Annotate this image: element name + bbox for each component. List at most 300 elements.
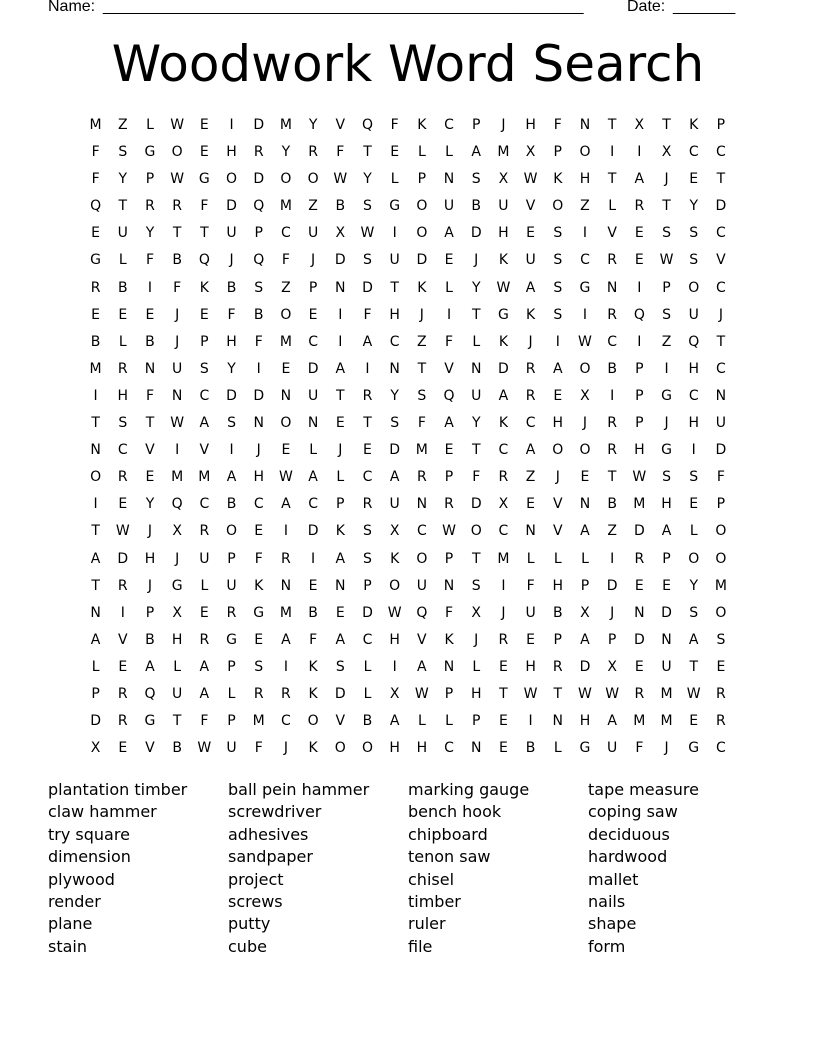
grid-cell[interactable]: J: [582, 415, 588, 432]
grid-cell[interactable]: K: [689, 117, 699, 133]
grid-cell[interactable]: F: [254, 333, 263, 350]
grid-cell[interactable]: Y: [390, 387, 399, 404]
grid-cell[interactable]: D: [253, 117, 265, 133]
grid-cell[interactable]: N: [525, 523, 536, 540]
grid-cell[interactable]: D: [498, 360, 509, 377]
grid-cell[interactable]: Y: [689, 198, 698, 215]
grid-cell[interactable]: H: [525, 117, 536, 133]
grid-cell[interactable]: G: [144, 144, 156, 161]
grid-cell[interactable]: T: [172, 713, 182, 730]
grid-cell[interactable]: N: [579, 117, 591, 133]
grid-cell[interactable]: M: [633, 496, 646, 513]
grid-cell[interactable]: F: [145, 252, 154, 269]
grid-cell[interactable]: V: [607, 225, 617, 242]
grid-cell[interactable]: P: [635, 415, 644, 432]
grid-cell[interactable]: H: [389, 306, 400, 323]
grid-cell[interactable]: O: [361, 740, 373, 757]
grid-cell[interactable]: M: [714, 577, 727, 594]
grid-cell[interactable]: R: [117, 577, 128, 594]
grid-cell[interactable]: I: [365, 360, 370, 377]
grid-cell[interactable]: O: [280, 306, 292, 323]
grid-cell[interactable]: P: [471, 117, 481, 133]
grid-cell[interactable]: P: [227, 550, 236, 567]
grid-cell[interactable]: S: [118, 144, 128, 161]
grid-cell[interactable]: E: [118, 496, 128, 513]
grid-cell[interactable]: G: [661, 387, 672, 404]
grid-cell[interactable]: V: [525, 198, 536, 215]
grid-cell[interactable]: U: [498, 198, 509, 215]
grid-cell[interactable]: E: [118, 740, 128, 757]
grid-cell[interactable]: A: [199, 685, 210, 702]
grid-cell[interactable]: A: [417, 658, 427, 675]
grid-cell[interactable]: P: [336, 496, 345, 513]
grid-cell[interactable]: E: [662, 577, 671, 594]
grid-cell[interactable]: N: [606, 279, 618, 296]
grid-cell[interactable]: B: [117, 279, 128, 296]
grid-cell[interactable]: N: [579, 496, 591, 513]
grid-cell[interactable]: H: [171, 631, 183, 648]
grid-cell[interactable]: J: [175, 306, 180, 323]
grid-cell[interactable]: O: [280, 171, 292, 188]
grid-cell[interactable]: U: [172, 685, 183, 702]
grid-cell[interactable]: G: [579, 740, 591, 757]
grid-cell[interactable]: A: [145, 658, 155, 675]
grid-cell[interactable]: A: [444, 225, 454, 242]
grid-cell[interactable]: U: [226, 577, 237, 594]
grid-cell[interactable]: A: [552, 360, 563, 377]
grid-cell[interactable]: A: [335, 550, 346, 567]
grid-cell[interactable]: N: [443, 171, 455, 188]
grid-cell[interactable]: T: [172, 225, 182, 242]
grid-cell[interactable]: O: [416, 198, 428, 215]
grid-cell[interactable]: O: [688, 550, 700, 567]
grid-cell[interactable]: E: [634, 225, 644, 242]
grid-cell[interactable]: P: [145, 604, 155, 621]
grid-cell[interactable]: E: [526, 631, 536, 648]
grid-cell[interactable]: K: [553, 171, 563, 188]
grid-cell[interactable]: R: [90, 279, 101, 296]
grid-cell[interactable]: V: [552, 496, 563, 513]
grid-cell[interactable]: W: [605, 685, 620, 702]
grid-cell[interactable]: C: [308, 333, 318, 350]
grid-cell[interactable]: F: [526, 577, 535, 594]
grid-cell[interactable]: P: [227, 658, 236, 675]
grid-cell[interactable]: E: [145, 306, 155, 323]
grid-cell[interactable]: I: [120, 604, 125, 621]
grid-cell[interactable]: I: [283, 658, 288, 675]
grid-cell[interactable]: T: [662, 198, 671, 215]
grid-cell[interactable]: I: [555, 333, 560, 350]
grid-cell[interactable]: S: [390, 415, 400, 432]
grid-cell[interactable]: W: [115, 523, 130, 540]
grid-cell[interactable]: A: [498, 387, 509, 404]
grid-cell[interactable]: J: [175, 550, 180, 567]
grid-cell[interactable]: M: [198, 469, 211, 486]
grid-cell[interactable]: O: [715, 550, 727, 567]
grid-cell[interactable]: H: [416, 740, 428, 757]
grid-cell[interactable]: A: [389, 469, 400, 486]
grid-cell[interactable]: L: [553, 740, 562, 757]
grid-cell[interactable]: B: [607, 360, 617, 377]
grid-cell[interactable]: R: [416, 469, 427, 486]
grid-cell[interactable]: U: [172, 360, 183, 377]
grid-cell[interactable]: K: [335, 523, 345, 540]
grid-cell[interactable]: B: [172, 252, 182, 269]
grid-cell[interactable]: V: [145, 442, 155, 459]
grid-cell[interactable]: E: [716, 658, 726, 675]
grid-cell[interactable]: G: [171, 577, 183, 594]
grid-cell[interactable]: B: [226, 279, 237, 296]
grid-cell[interactable]: C: [688, 144, 699, 161]
grid-cell[interactable]: R: [607, 252, 618, 269]
grid-cell[interactable]: X: [580, 604, 590, 621]
grid-cell[interactable]: T: [145, 415, 155, 432]
grid-cell[interactable]: F: [336, 144, 345, 161]
grid-cell[interactable]: I: [610, 144, 615, 161]
grid-cell[interactable]: Q: [90, 198, 102, 215]
grid-cell[interactable]: E: [580, 469, 590, 486]
grid-cell[interactable]: T: [417, 360, 427, 377]
grid-cell[interactable]: S: [471, 577, 481, 594]
grid-cell[interactable]: T: [471, 306, 481, 323]
grid-cell[interactable]: R: [498, 631, 509, 648]
grid-cell[interactable]: T: [363, 144, 372, 161]
grid-cell[interactable]: Q: [253, 198, 265, 215]
grid-cell[interactable]: O: [171, 144, 183, 161]
grid-cell[interactable]: F: [227, 306, 236, 323]
grid-cell[interactable]: Z: [525, 469, 536, 486]
grid-cell[interactable]: C: [688, 387, 699, 404]
grid-cell[interactable]: E: [91, 306, 101, 323]
grid-cell[interactable]: D: [90, 713, 101, 730]
grid-cell[interactable]: M: [252, 713, 265, 730]
grid-cell[interactable]: L: [417, 713, 426, 730]
grid-cell[interactable]: R: [253, 685, 264, 702]
grid-cell[interactable]: A: [444, 415, 454, 432]
grid-cell[interactable]: P: [444, 469, 454, 486]
grid-cell[interactable]: H: [525, 658, 536, 675]
grid-cell[interactable]: R: [607, 415, 618, 432]
grid-cell[interactable]: H: [226, 333, 237, 350]
grid-cell[interactable]: X: [172, 523, 182, 540]
grid-cell[interactable]: V: [199, 442, 210, 459]
grid-cell[interactable]: J: [718, 306, 723, 323]
grid-cell[interactable]: P: [607, 631, 617, 648]
grid-cell[interactable]: W: [197, 740, 212, 757]
grid-cell[interactable]: E: [634, 658, 644, 675]
grid-cell[interactable]: U: [443, 198, 455, 215]
grid-cell[interactable]: L: [336, 469, 345, 486]
grid-cell[interactable]: E: [526, 496, 536, 513]
grid-cell[interactable]: B: [335, 198, 346, 215]
grid-cell[interactable]: G: [198, 171, 210, 188]
grid-cell[interactable]: C: [117, 442, 128, 459]
grid-cell[interactable]: S: [363, 198, 372, 215]
grid-cell[interactable]: J: [256, 442, 261, 459]
grid-cell[interactable]: D: [226, 198, 237, 215]
grid-cell[interactable]: J: [664, 171, 669, 188]
grid-cell[interactable]: U: [471, 387, 482, 404]
grid-cell[interactable]: S: [335, 658, 345, 675]
grid-cell[interactable]: O: [307, 713, 319, 730]
grid-cell[interactable]: Y: [363, 171, 372, 188]
grid-cell[interactable]: F: [417, 415, 426, 432]
grid-cell[interactable]: P: [444, 685, 454, 702]
grid-cell[interactable]: X: [661, 144, 672, 161]
grid-cell[interactable]: L: [118, 252, 127, 269]
grid-cell[interactable]: N: [90, 604, 101, 621]
grid-cell[interactable]: O: [579, 144, 591, 161]
grid-cell[interactable]: I: [256, 360, 261, 377]
grid-cell[interactable]: B: [308, 604, 318, 621]
grid-cell[interactable]: E: [498, 658, 508, 675]
grid-cell[interactable]: A: [90, 631, 101, 648]
grid-cell[interactable]: T: [607, 117, 617, 133]
grid-cell[interactable]: B: [253, 306, 264, 323]
grid-cell[interactable]: M: [279, 117, 292, 133]
grid-cell[interactable]: D: [362, 604, 373, 621]
grid-cell[interactable]: C: [308, 496, 318, 513]
grid-cell[interactable]: L: [472, 658, 481, 675]
grid-cell[interactable]: O: [688, 279, 700, 296]
grid-cell[interactable]: S: [662, 225, 671, 242]
grid-cell[interactable]: S: [689, 604, 699, 621]
grid-cell[interactable]: W: [578, 333, 592, 350]
grid-cell[interactable]: U: [688, 306, 699, 323]
grid-cell[interactable]: C: [716, 360, 726, 377]
grid-cell[interactable]: E: [118, 658, 128, 675]
grid-cell[interactable]: J: [419, 306, 424, 323]
grid-cell[interactable]: C: [607, 333, 618, 350]
grid-cell[interactable]: U: [226, 225, 237, 242]
grid-cell[interactable]: T: [499, 685, 508, 702]
grid-cell[interactable]: J: [664, 740, 669, 757]
grid-cell[interactable]: M: [633, 713, 646, 730]
grid-cell[interactable]: A: [389, 713, 400, 730]
grid-cell[interactable]: A: [90, 550, 101, 567]
grid-cell[interactable]: C: [444, 740, 454, 757]
grid-cell[interactable]: P: [200, 333, 209, 350]
grid-cell[interactable]: X: [580, 387, 590, 404]
grid-cell[interactable]: P: [635, 360, 644, 377]
grid-cell[interactable]: L: [445, 713, 453, 730]
grid-cell[interactable]: J: [147, 577, 153, 594]
grid-cell[interactable]: O: [715, 604, 727, 621]
grid-cell[interactable]: G: [90, 252, 102, 269]
grid-cell[interactable]: R: [226, 604, 237, 621]
grid-cell[interactable]: S: [689, 225, 699, 242]
grid-cell[interactable]: F: [553, 117, 562, 133]
grid-cell[interactable]: O: [226, 523, 238, 540]
grid-cell[interactable]: T: [118, 198, 128, 215]
grid-cell[interactable]: X: [498, 496, 509, 513]
grid-cell[interactable]: W: [578, 685, 592, 702]
grid-cell[interactable]: U: [525, 252, 536, 269]
grid-cell[interactable]: D: [633, 631, 645, 648]
grid-cell[interactable]: F: [91, 144, 100, 161]
grid-cell[interactable]: M: [415, 442, 428, 459]
grid-cell[interactable]: L: [363, 685, 372, 702]
grid-cell[interactable]: H: [253, 469, 264, 486]
grid-cell[interactable]: R: [525, 387, 536, 404]
grid-cell[interactable]: A: [199, 415, 210, 432]
grid-cell[interactable]: T: [607, 171, 617, 188]
grid-cell[interactable]: U: [226, 740, 237, 757]
grid-cell[interactable]: K: [417, 117, 427, 133]
grid-cell[interactable]: K: [390, 550, 400, 567]
grid-cell[interactable]: P: [444, 550, 454, 567]
grid-cell[interactable]: E: [281, 442, 291, 459]
grid-cell[interactable]: P: [716, 117, 726, 133]
grid-cell[interactable]: D: [389, 442, 401, 459]
grid-cell[interactable]: V: [716, 252, 726, 269]
grid-cell[interactable]: A: [335, 631, 346, 648]
grid-cell[interactable]: I: [501, 577, 506, 594]
grid-cell[interactable]: C: [281, 225, 291, 242]
grid-cell[interactable]: W: [278, 469, 293, 486]
grid-cell[interactable]: D: [253, 387, 265, 404]
grid-cell[interactable]: L: [118, 333, 127, 350]
grid-cell[interactable]: B: [362, 713, 373, 730]
grid-cell[interactable]: S: [689, 252, 699, 269]
grid-cell[interactable]: R: [281, 550, 291, 567]
grid-cell[interactable]: O: [470, 523, 482, 540]
grid-cell[interactable]: P: [553, 631, 562, 648]
grid-cell[interactable]: N: [389, 360, 400, 377]
grid-cell[interactable]: Y: [145, 225, 155, 242]
grid-cell[interactable]: N: [443, 658, 455, 675]
grid-cell[interactable]: B: [172, 740, 182, 757]
grid-cell[interactable]: I: [691, 442, 696, 459]
grid-cell[interactable]: S: [662, 306, 671, 323]
grid-cell[interactable]: R: [199, 523, 210, 540]
grid-cell[interactable]: S: [363, 523, 372, 540]
grid-cell[interactable]: V: [117, 631, 128, 648]
grid-cell[interactable]: F: [200, 713, 209, 730]
grid-cell[interactable]: G: [497, 306, 509, 323]
grid-cell[interactable]: O: [579, 360, 591, 377]
grid-cell[interactable]: A: [362, 333, 373, 350]
grid-cell[interactable]: A: [525, 279, 536, 296]
grid-cell[interactable]: E: [335, 415, 345, 432]
grid-cell[interactable]: L: [417, 144, 426, 161]
grid-cell[interactable]: E: [498, 740, 508, 757]
grid-cell[interactable]: R: [199, 631, 210, 648]
grid-cell[interactable]: N: [335, 279, 346, 296]
grid-cell[interactable]: H: [552, 577, 564, 594]
grid-cell[interactable]: N: [443, 577, 455, 594]
grid-cell[interactable]: I: [311, 550, 316, 567]
grid-cell[interactable]: P: [580, 577, 590, 594]
grid-cell[interactable]: X: [389, 685, 400, 702]
grid-cell[interactable]: T: [553, 685, 563, 702]
grid-cell[interactable]: E: [281, 360, 291, 377]
grid-cell[interactable]: N: [552, 713, 564, 730]
grid-cell[interactable]: J: [147, 523, 153, 540]
grid-cell[interactable]: A: [634, 171, 645, 188]
grid-cell[interactable]: M: [497, 550, 510, 567]
grid-cell[interactable]: S: [254, 658, 264, 675]
grid-cell[interactable]: C: [716, 225, 726, 242]
grid-cell[interactable]: J: [501, 604, 506, 621]
grid-cell[interactable]: C: [498, 523, 509, 540]
grid-cell[interactable]: O: [389, 577, 401, 594]
grid-cell[interactable]: O: [416, 550, 428, 567]
grid-cell[interactable]: T: [689, 658, 698, 675]
grid-cell[interactable]: F: [91, 171, 100, 188]
grid-cell[interactable]: O: [226, 171, 238, 188]
grid-cell[interactable]: R: [117, 469, 128, 486]
grid-cell[interactable]: J: [528, 333, 533, 350]
grid-cell[interactable]: P: [91, 685, 100, 702]
grid-cell[interactable]: J: [610, 604, 615, 621]
grid-cell[interactable]: W: [686, 685, 701, 702]
grid-cell[interactable]: E: [689, 171, 699, 188]
grid-cell[interactable]: R: [716, 713, 726, 730]
grid-cell[interactable]: W: [170, 117, 185, 133]
grid-cell[interactable]: I: [637, 144, 642, 161]
grid-cell[interactable]: R: [117, 685, 128, 702]
grid-cell[interactable]: C: [716, 740, 726, 757]
grid-cell[interactable]: R: [308, 144, 318, 161]
grid-cell[interactable]: L: [689, 523, 698, 540]
grid-cell[interactable]: W: [170, 415, 185, 432]
grid-cell[interactable]: H: [552, 415, 564, 432]
grid-cell[interactable]: I: [392, 658, 397, 675]
grid-cell[interactable]: Q: [144, 685, 156, 702]
grid-cell[interactable]: A: [281, 496, 291, 513]
grid-cell[interactable]: I: [93, 387, 98, 404]
grid-cell[interactable]: G: [688, 740, 700, 757]
grid-cell[interactable]: E: [553, 387, 563, 404]
grid-cell[interactable]: E: [308, 306, 318, 323]
grid-cell[interactable]: F: [363, 306, 372, 323]
grid-cell[interactable]: I: [528, 713, 533, 730]
grid-cell[interactable]: U: [199, 550, 210, 567]
grid-cell[interactable]: U: [307, 225, 319, 242]
grid-cell[interactable]: W: [632, 469, 647, 486]
grid-cell[interactable]: P: [308, 279, 318, 296]
grid-cell[interactable]: R: [607, 442, 618, 459]
grid-cell[interactable]: T: [471, 442, 481, 459]
grid-cell[interactable]: C: [362, 469, 373, 486]
grid-cell[interactable]: W: [523, 685, 538, 702]
grid-cell[interactable]: Y: [689, 577, 698, 594]
grid-cell[interactable]: N: [335, 577, 346, 594]
grid-cell[interactable]: H: [661, 496, 672, 513]
grid-cell[interactable]: F: [472, 469, 481, 486]
grid-cell[interactable]: F: [309, 631, 318, 648]
grid-cell[interactable]: H: [389, 740, 400, 757]
grid-cell[interactable]: E: [199, 144, 209, 161]
grid-cell[interactable]: A: [580, 523, 590, 540]
grid-cell[interactable]: L: [472, 333, 481, 350]
grid-cell[interactable]: M: [89, 117, 102, 133]
grid-cell[interactable]: V: [417, 631, 427, 648]
grid-cell[interactable]: F: [390, 117, 399, 133]
grid-cell[interactable]: B: [607, 496, 617, 513]
grid-cell[interactable]: L: [146, 117, 154, 133]
grid-cell[interactable]: S: [254, 279, 264, 296]
grid-cell[interactable]: E: [363, 442, 372, 459]
grid-cell[interactable]: F: [254, 740, 263, 757]
grid-cell[interactable]: C: [525, 415, 536, 432]
grid-cell[interactable]: Z: [308, 198, 318, 215]
grid-cell[interactable]: A: [281, 631, 291, 648]
grid-cell[interactable]: O: [579, 442, 591, 459]
grid-cell[interactable]: L: [581, 550, 589, 567]
grid-cell[interactable]: R: [172, 198, 183, 215]
